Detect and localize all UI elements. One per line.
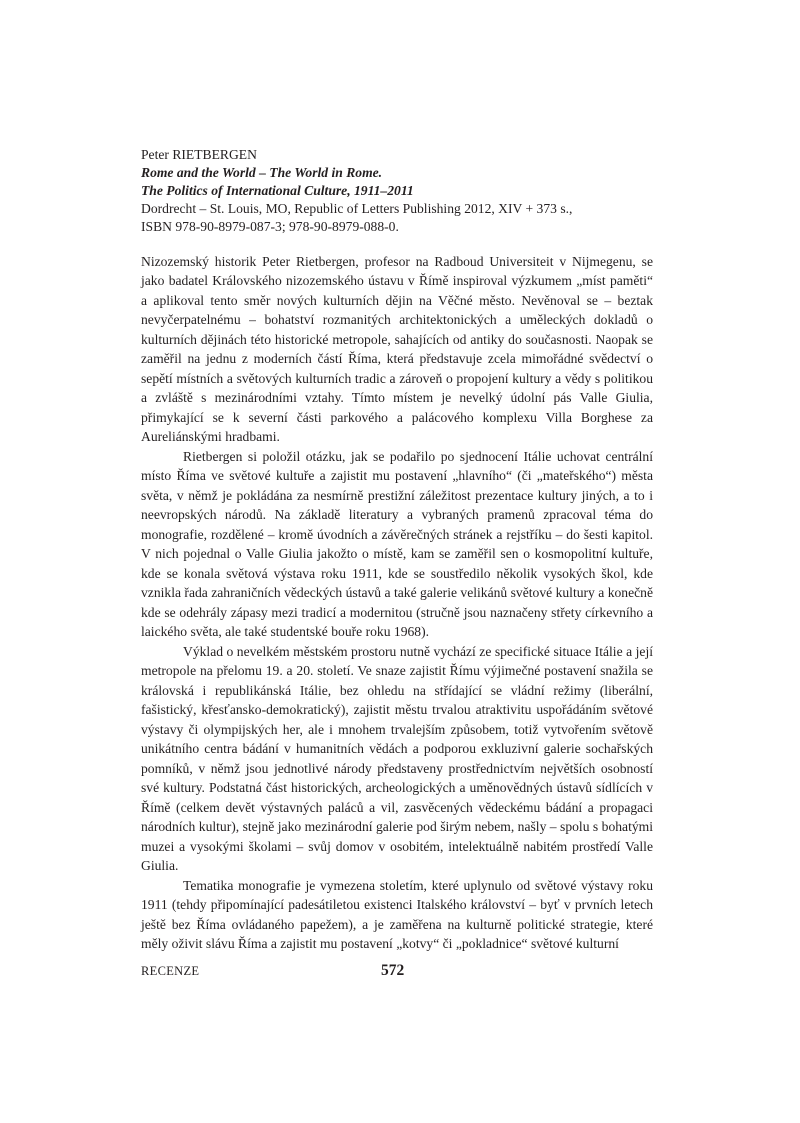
paragraph: Tematika monografie je vymezena stoletím, které uplynulo od světové výstavy roku 1911 (tehdy připomínající padesátiletou existenci Italského království – byť v prvních letech ještě bez Říma ovládaného papežem), a je zaměřena na kulturně politické strategie, které měly oživit slávu Říma a zajistit mu postavení „kotvy“ či „pokladnice“ světové kulturní [141,877,653,952]
review-page [141,146,653,954]
book-title: Rome and the World – The World in Rome. [141,164,383,180]
review-body [141,252,653,954]
paragraph: Výklad o nevelkém městském prostoru nutně vychází ze specifické situace Itálie a její metropole na přelomu 19. a 20. století. Ve snaze zajistit Římu výjimečné postavení snažila se královská i republikánská Itálie, bez ohledu na střídající se vládní režimy (liberální, fašistický, křesťansko-demokratický), zajistit městu trvalou atraktivitu uspořádáním světové výstavy či olympijských her, ale i mnohem trvalejším způsobem, totiž vytvořením světově unikátního centra bádání v humanitních vědách a podporou exkluzivní galerie sochařských pomníků, v němž jsou jednotlivé národy představeny prostřednictvím největších osobností své kultury. Podstatná část historických, archeologických a uměnovědných ústavů sídlících v Římě (celkem devět výstavných paláců a vil, zasvěcených vědeckému bádání a propagaci národních kultur), stejně jako mezinárodní galerie pod širým nebem, našly – spolu s bohatými muzei a vysokými školami – svůj domov v osobitém, intelektuálně nabitém prostředí Valle Giulia. [141,643,653,874]
paragraph: Nizozemský historik Peter Rietbergen, profesor na Radboud Universiteit v Nijmegenu, se jako badatel Královského nizozemského ústavu v Římě inspiroval výzkumem „míst paměti“ a aplikoval tento směr nových kulturních dějin na Věčné město. Nevěnoval se – beztak nevyčerpatelnému – bohatství rozmanitých architektonických a uměleckých dokladů o kulturních dějinách této historické metropole, sahajících od antiky do současnosti. Naopak se zaměřil na jednu z moderních částí Říma, která představuje zcela mimořádné svědectví o sepětí místních a světových kulturních tradic a zároveň o propojení kultury a vědy s politikou a zvláště s mezinárodními vztahy. Tímto místem je nevelký údolní pás Valle Giulia, přimykající se k severní části parkového a palácového komplexu Villa Borghese za Aureliánskými hradbami. [141,253,653,445]
section-label: RECENZE [141,964,200,978]
page-number: 572 [381,962,405,979]
book-subtitle: The Politics of International Culture, 1911–2011 [141,182,414,198]
book-publication: Dordrecht – St. Louis, MO, Republic of Letters Publishing 2012, XIV + 373 s., [141,200,573,216]
paragraph: Rietbergen si položil otázku, jak se podařilo po sjednocení Itálie uchovat centrální místo Říma ve světové kultuře a zajistit mu postavení „hlavního“ (či „mateřského“) města světa, v němž je pokládána za nesmírně prestižní záležitost prezentace kultury jiných, a to i neevropských národů. Na základě literatury a vybraných pramenů zpracoval téma do monografie, rozdělené – kromě úvodních a závěrečných stránek a rejstříku – do šesti kapitol. V nich pojednal o Valle Giulia jakožto o místě, kam se zaměřil sen o kosmopolitní kultuře, kde se konala světová výstava roku 1911, kde se soustředilo několik vysokých škol, kde vznikla řada zahraničních vědeckých ústavů a také galerie velikánů světové kultury a konečně kde se odehrály zápasy mezi tradicí a modernitou (stručně jsou naznačeny střety církevního a laického světa, ale také studentské bouře roku 1968). [141,448,653,640]
book-citation [141,146,653,236]
book-isbn: ISBN 978-90-8979-087-3; 978-90-8979-088-0. [141,218,399,234]
book-author: Peter RIETBERGEN [141,147,257,162]
